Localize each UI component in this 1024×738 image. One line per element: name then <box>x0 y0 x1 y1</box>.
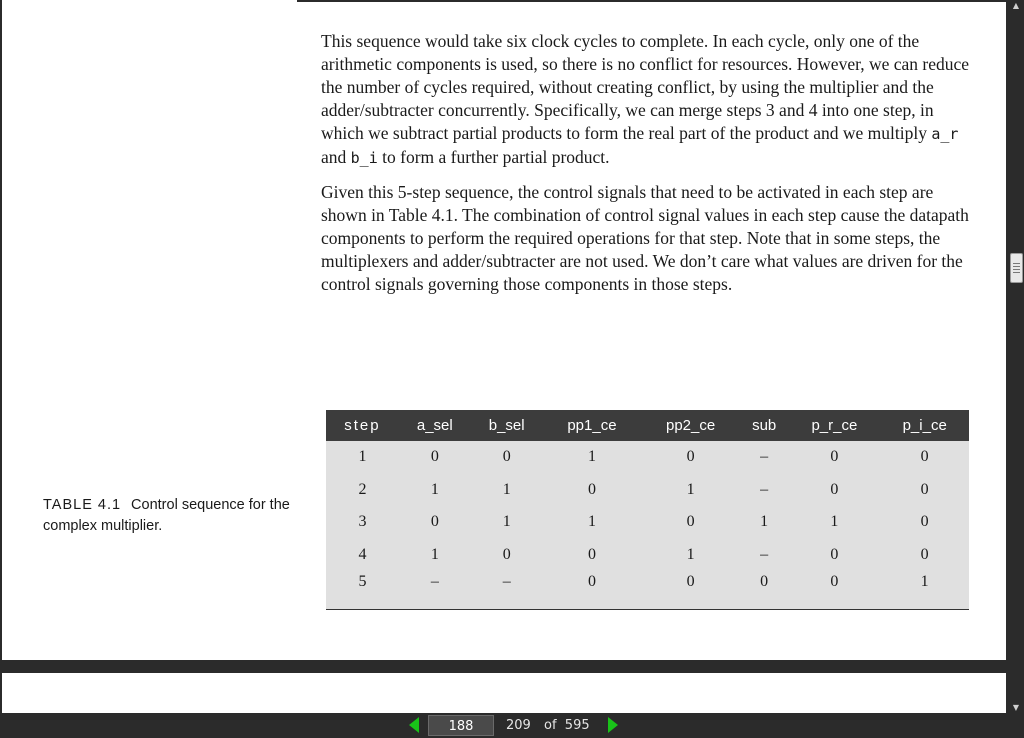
table-row <box>326 441 969 474</box>
body-text <box>321 30 973 307</box>
table-cell: 0 <box>587 545 596 563</box>
header-p-i-ce: p_i_ce <box>880 410 969 441</box>
total-pages: 595 <box>564 718 590 733</box>
table-row <box>326 506 969 539</box>
table-cell: 0 <box>830 448 839 466</box>
table-cell: 4 <box>358 545 367 563</box>
table-cell: 1 <box>430 545 439 563</box>
grip-line <box>1013 266 1020 267</box>
table-cell: – <box>430 573 439 590</box>
table-cell: 1 <box>430 480 439 498</box>
table-cell: 0 <box>430 448 439 466</box>
page-gap-divider <box>297 0 1006 2</box>
paragraph-2 <box>321 181 973 296</box>
table-cell: 0 <box>686 448 695 466</box>
chevron-down-icon[interactable]: ▼ <box>1012 703 1020 712</box>
paragraph-text: Given this 5-step sequence, the control signals that need to be activated in each step are shown in Table 4.1. The combination of control signal values in each step cause the datapath components to perform the required operations for that step. Note that in some steps, the multiplexers and adder/subtracter are not used. We don’t care what values are driven for the control signals governing those components in those steps. <box>321 182 969 294</box>
header-pp1-ce: pp1_ce <box>543 410 642 441</box>
table-cell: 0 <box>502 545 511 563</box>
next-document-page <box>2 673 1006 713</box>
table-cell: 1 <box>686 480 695 498</box>
page-number-input[interactable]: 188 <box>428 715 494 736</box>
table-cell: 1 <box>502 480 511 498</box>
arrow-left-icon[interactable] <box>409 717 419 733</box>
table-cell: 2 <box>358 480 367 498</box>
paragraph-text: to form a further partial product. <box>377 147 610 167</box>
of-label: of <box>544 718 557 733</box>
header-b-sel: b_sel <box>471 410 543 441</box>
table-row <box>326 539 969 572</box>
table-cell: 5 <box>358 573 367 590</box>
table-cell: 1 <box>760 513 769 531</box>
chevron-up-icon[interactable]: ▲ <box>1012 1 1020 10</box>
table-cell: 0 <box>920 545 929 563</box>
table-cell: 1 <box>587 448 596 466</box>
vertical-scrollbar[interactable] <box>1008 0 1024 716</box>
header-p-r-ce: p_r_ce <box>788 410 880 441</box>
table-row <box>326 571 969 609</box>
table-cell: 3 <box>358 513 367 531</box>
table-cell: – <box>760 448 769 466</box>
caption-label: TABLE 4.1 <box>43 497 122 513</box>
page-count <box>544 718 590 733</box>
table-cell: 1 <box>358 448 367 466</box>
page-navigation-bar <box>0 714 1024 738</box>
grip-line <box>1013 263 1020 264</box>
table-cell: 0 <box>920 513 929 531</box>
table-bottom-rule <box>326 609 969 610</box>
table-cell: – <box>760 545 769 563</box>
table-cell: 0 <box>686 513 695 531</box>
table-cell: 0 <box>686 573 695 590</box>
header-a-sel: a_sel <box>399 410 471 441</box>
table-cell: 0 <box>587 480 596 498</box>
control-sequence-table <box>326 410 969 610</box>
grip-line <box>1013 272 1020 273</box>
document-page <box>2 0 1006 660</box>
grip-line <box>1013 269 1020 270</box>
table-cell: 0 <box>502 448 511 466</box>
arrow-right-icon[interactable] <box>608 717 618 733</box>
table-cell: 0 <box>830 573 839 590</box>
table-header-row <box>326 410 969 441</box>
inline-code: b_i <box>350 149 378 167</box>
table-cell: 0 <box>920 448 929 466</box>
table-cell: 0 <box>587 573 596 590</box>
table-cell: 1 <box>587 513 596 531</box>
table-cell: 1 <box>830 513 839 531</box>
paragraph-1 <box>321 30 973 170</box>
header-pp2-ce: pp2_ce <box>641 410 740 441</box>
table-cell: 0 <box>830 480 839 498</box>
table <box>326 410 969 609</box>
table-cell: 0 <box>830 545 839 563</box>
header-sub: sub <box>740 410 788 441</box>
table-caption <box>43 495 293 537</box>
table-cell: 1 <box>686 545 695 563</box>
scrollbar-thumb[interactable] <box>1010 253 1023 283</box>
table-cell: – <box>760 480 769 498</box>
table-cell: 0 <box>920 480 929 498</box>
table-cell: 0 <box>430 513 439 531</box>
current-page-number: 209 <box>506 718 531 733</box>
table-cell: 0 <box>760 573 769 590</box>
table-cell: – <box>502 573 511 590</box>
header-step: step <box>326 410 399 441</box>
inline-code: a_r <box>931 125 959 143</box>
paragraph-text: and <box>321 147 351 167</box>
table-cell: 1 <box>920 573 929 590</box>
caption-text: Control sequence for the complex multiplier. <box>43 497 290 534</box>
paragraph-text: This sequence would take six clock cycles to complete. In each cycle, only one of the arithmetic components is used, so there is no conflict for resources. However, we can reduce the number of cycles required, without creating conflict, by using the multiplier and the adder/subtracter concurrently. Specifically, we can merge steps 3 and 4 into one step, in which we subtract partial products to form the real part of the product and we multiply <box>321 31 970 143</box>
table-cell: 1 <box>502 513 511 531</box>
table-row <box>326 474 969 507</box>
